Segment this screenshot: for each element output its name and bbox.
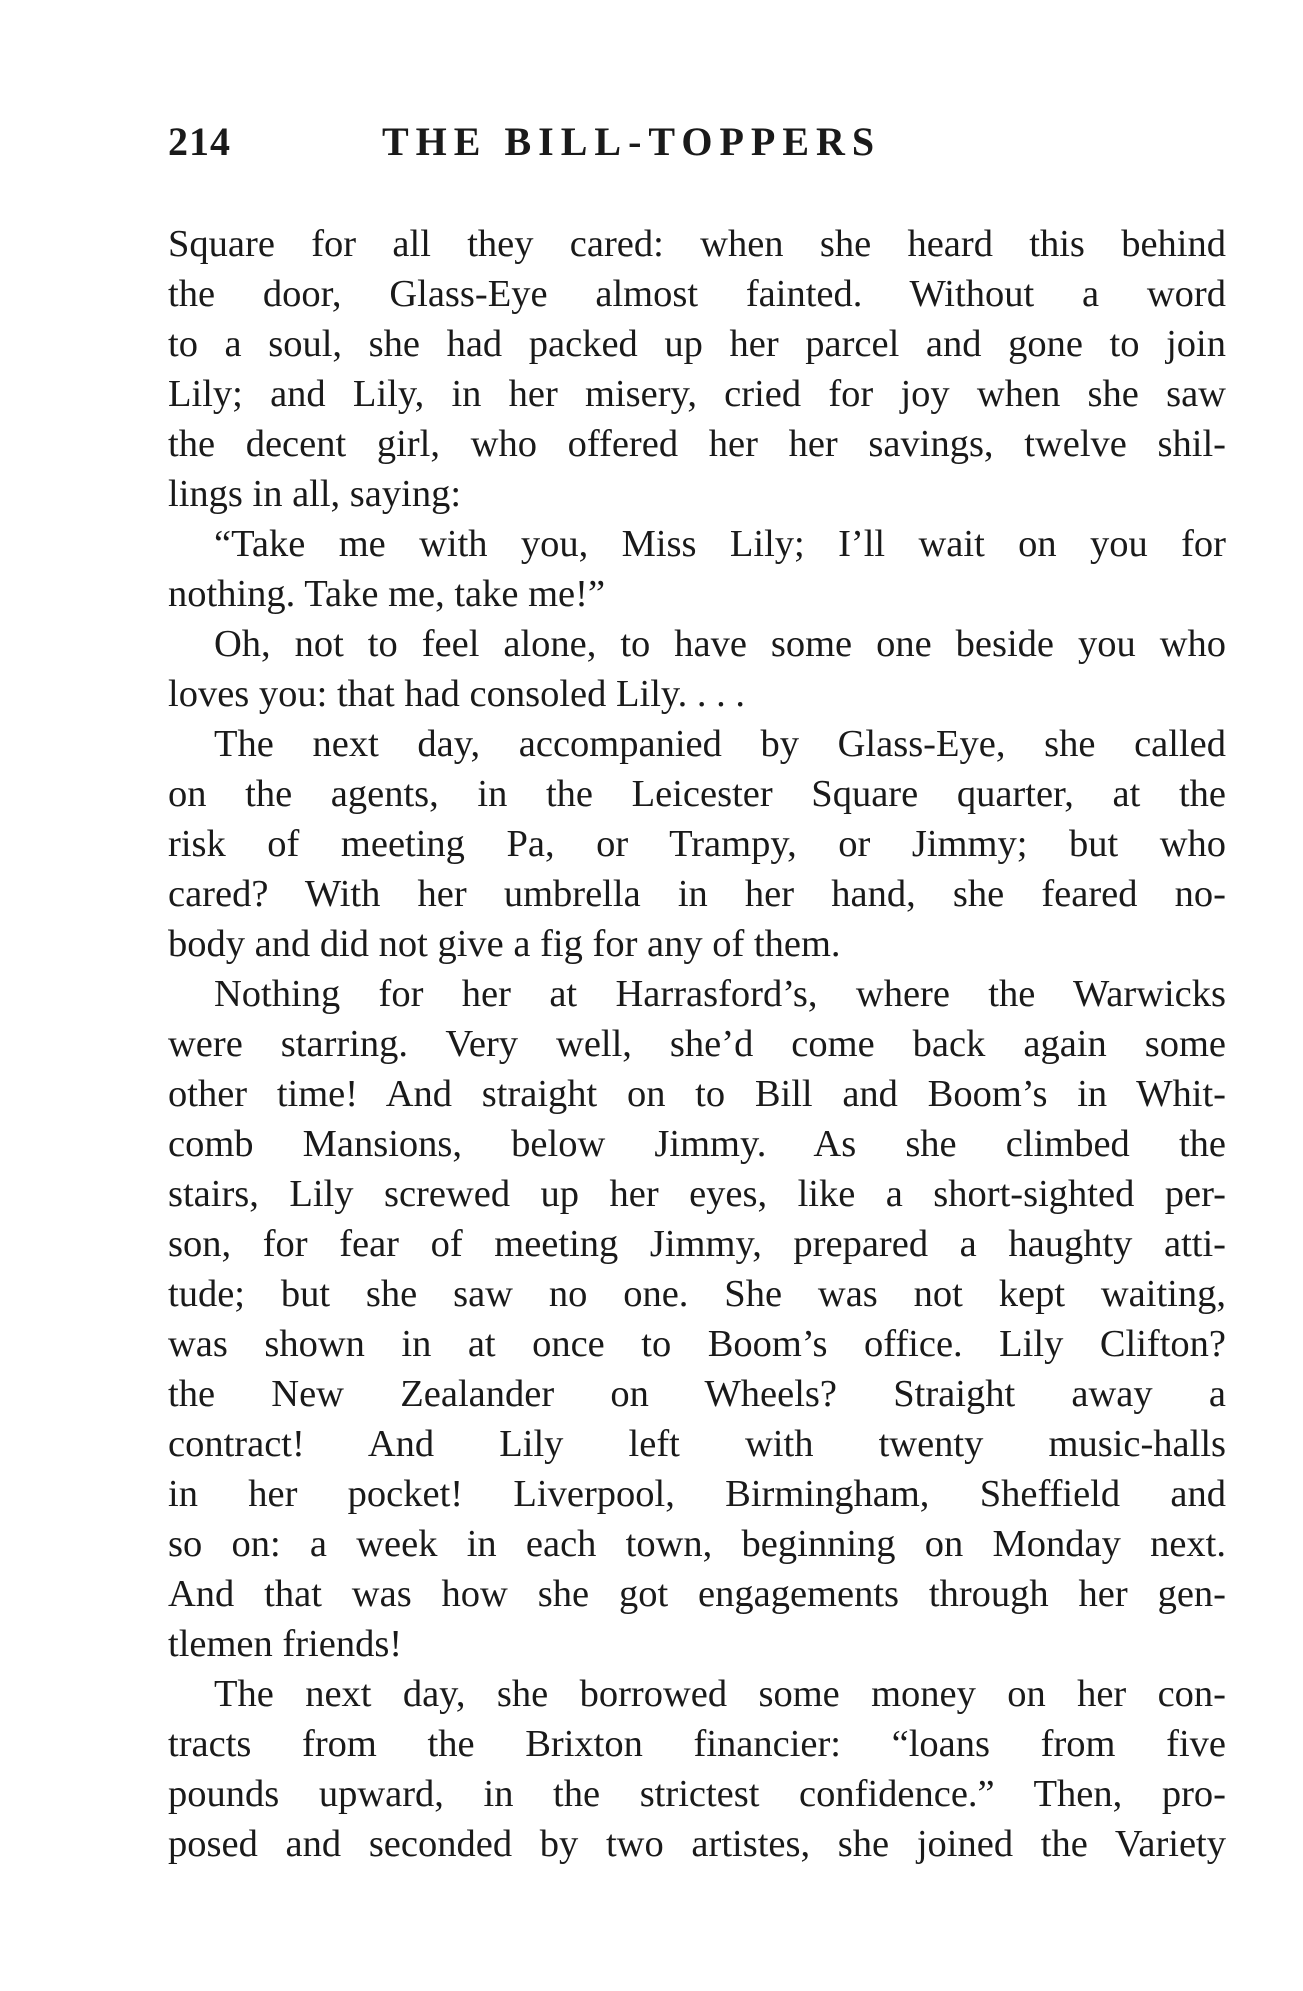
running-head <box>168 118 1128 178</box>
text-line: Square for all they cared: when she heard this behind <box>168 223 1226 265</box>
text-line: risk of meeting Pa, or Trampy, or Jimmy; but who <box>168 823 1226 865</box>
page-number: 214 <box>168 119 231 164</box>
text-line: “Take me with you, Miss Lily; I’ll wait on you for <box>214 523 1226 565</box>
paragraph <box>168 519 1226 619</box>
text-line: son, for fear of meeting Jimmy, prepared a haughty atti- <box>168 1223 1226 1265</box>
text-line: the decent girl, who offered her her savings, twelve shil- <box>168 423 1226 465</box>
body-text <box>168 219 1226 1869</box>
text-line: And that was how she got engagements through her gen- <box>168 1573 1226 1615</box>
text-line: cared? With her umbrella in her hand, she feared no- <box>168 873 1226 915</box>
text-line: The next day, accompanied by Glass-Eye, she called <box>214 723 1226 765</box>
text-line: comb Mansions, below Jimmy. As she climbed the <box>168 1123 1226 1165</box>
text-line: contract! And Lily left with twenty music-halls <box>168 1423 1226 1465</box>
running-title: THE BILL-TOPPERS <box>382 119 882 164</box>
text-line: posed and seconded by two artistes, she joined the Variety <box>168 1823 1226 1865</box>
text-line: Oh, not to feel alone, to have some one beside you who <box>214 623 1226 665</box>
text-line: Lily; and Lily, in her misery, cried for joy when she saw <box>168 373 1226 415</box>
paragraph <box>168 619 1226 719</box>
text-line: The next day, she borrowed some money on her con- <box>214 1673 1226 1715</box>
text-line: other time! And straight on to Bill and Boom’s in Whit- <box>168 1073 1226 1115</box>
text-line: loves you: that had consoled Lily. . . . <box>168 673 746 715</box>
paragraph <box>168 969 1226 1669</box>
text-line: nothing. Take me, take me!” <box>168 573 606 615</box>
paragraph <box>168 219 1226 519</box>
text-line: was shown in at once to Boom’s office. Lily Clifton? <box>168 1323 1226 1365</box>
text-line: Nothing for her at Harrasford’s, where the Warwicks <box>214 973 1226 1015</box>
text-line: the New Zealander on Wheels? Straight away a <box>168 1373 1226 1415</box>
text-line: to a soul, she had packed up her parcel and gone to join <box>168 323 1226 365</box>
text-line: stairs, Lily screwed up her eyes, like a short-sighted per- <box>168 1173 1226 1215</box>
text-line: so on: a week in each town, beginning on Monday next. <box>168 1523 1226 1565</box>
text-line: tracts from the Brixton financier: “loans from five <box>168 1723 1226 1765</box>
paragraph <box>168 719 1226 969</box>
paragraph <box>168 1669 1226 1869</box>
text-line: tlemen friends! <box>168 1623 403 1665</box>
text-line: the door, Glass-Eye almost fainted. Without a word <box>168 273 1226 315</box>
text-line: lings in all, saying: <box>168 473 462 515</box>
text-line: tude; but she saw no one. She was not kept waiting, <box>168 1273 1226 1315</box>
text-line: pounds upward, in the strictest confidence.” Then, pro- <box>168 1773 1226 1815</box>
text-line: in her pocket! Liverpool, Birmingham, Sheffield and <box>168 1473 1226 1515</box>
text-line: body and did not give a fig for any of them. <box>168 923 841 965</box>
text-line: were starring. Very well, she’d come back again some <box>168 1023 1226 1065</box>
text-line: on the agents, in the Leicester Square quarter, at the <box>168 773 1226 815</box>
